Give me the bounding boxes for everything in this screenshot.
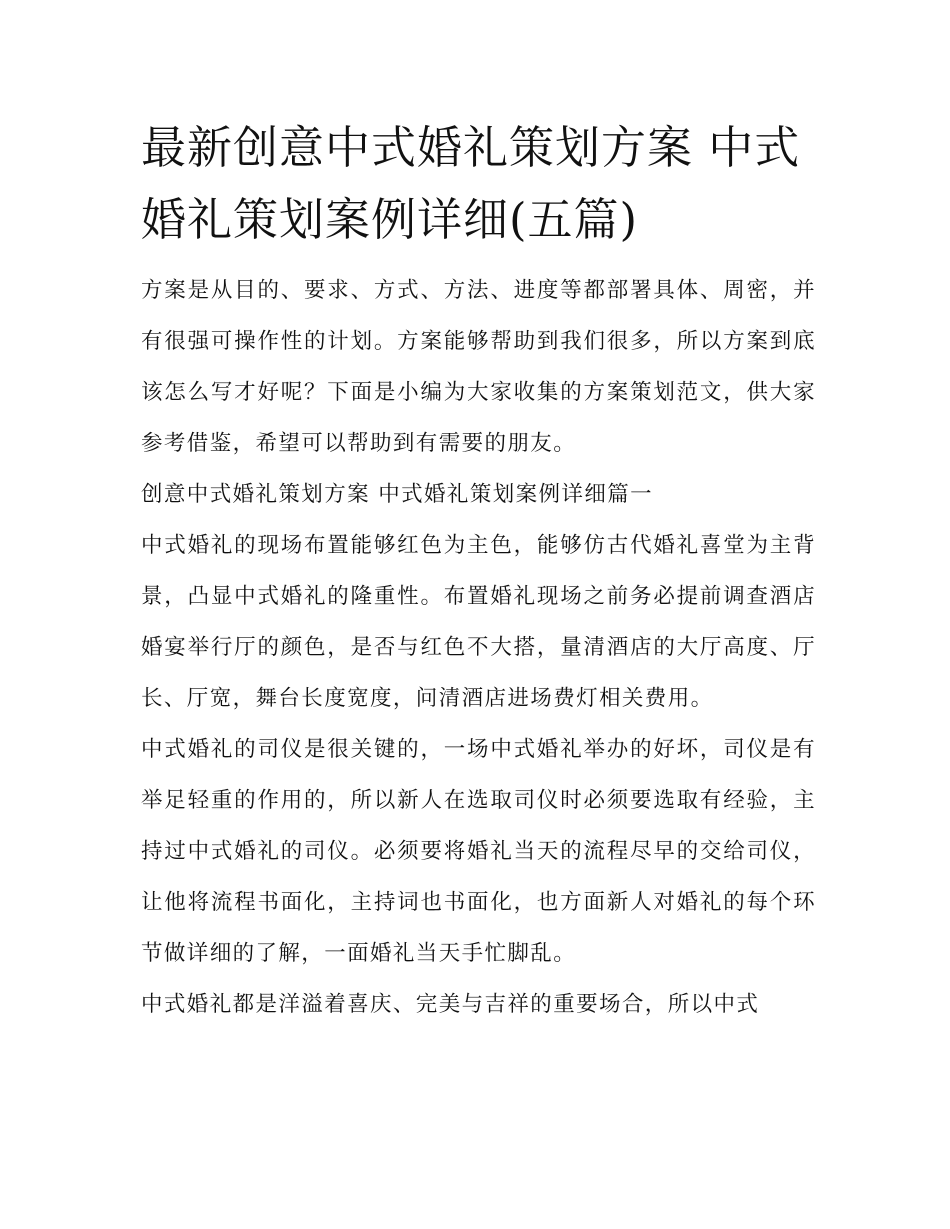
intro-paragraph: 方案是从目的、要求、方式、方法、进度等都部署具体、周密，并有很强可操作性的计划。方案能够帮助到我们很多，所以方案到底该怎么写才好呢？下面是小编为大家收集的方案策划范文，供大家参考借鉴，希望可以帮助到有需要的朋友。 bbox=[141, 278, 816, 456]
document-content bbox=[141, 112, 816, 1030]
document-title: 最新创意中式婚礼策划方案 中式婚礼策划案例详细(五篇) bbox=[141, 121, 801, 246]
body-paragraph-host: 中式婚礼的司仪是很关键的，一场中式婚礼举办的好坏，司仪是有举足轻重的作用的，所以新人在选取司仪时必须要选取有经验，主持过中式婚礼的司仪。必须要将婚礼当天的流程尽早的交给司仪，让他将流程书面化，主持词也书面化，也方面新人对婚礼的每个环节做详细的了解，一面婚礼当天手忙脚乱。 bbox=[141, 737, 816, 966]
document-body bbox=[141, 265, 816, 1030]
body-paragraph-occasion: 中式婚礼都是洋溢着喜庆、完美与吉祥的重要场合，所以中式 bbox=[141, 992, 760, 1017]
body-paragraph-venue: 中式婚礼的现场布置能够红色为主色，能够仿古代婚礼喜堂为主背景，凸显中式婚礼的隆重性。布置婚礼现场之前务必提前调查酒店婚宴举行厅的颜色，是否与红色不大搭，量清酒店的大厅高度、厅长、厅宽，舞台长度宽度，问清酒店进场费灯相关费用。 bbox=[141, 533, 816, 711]
section-heading: 创意中式婚礼策划方案 中式婚礼策划案例详细篇一 bbox=[141, 482, 654, 507]
